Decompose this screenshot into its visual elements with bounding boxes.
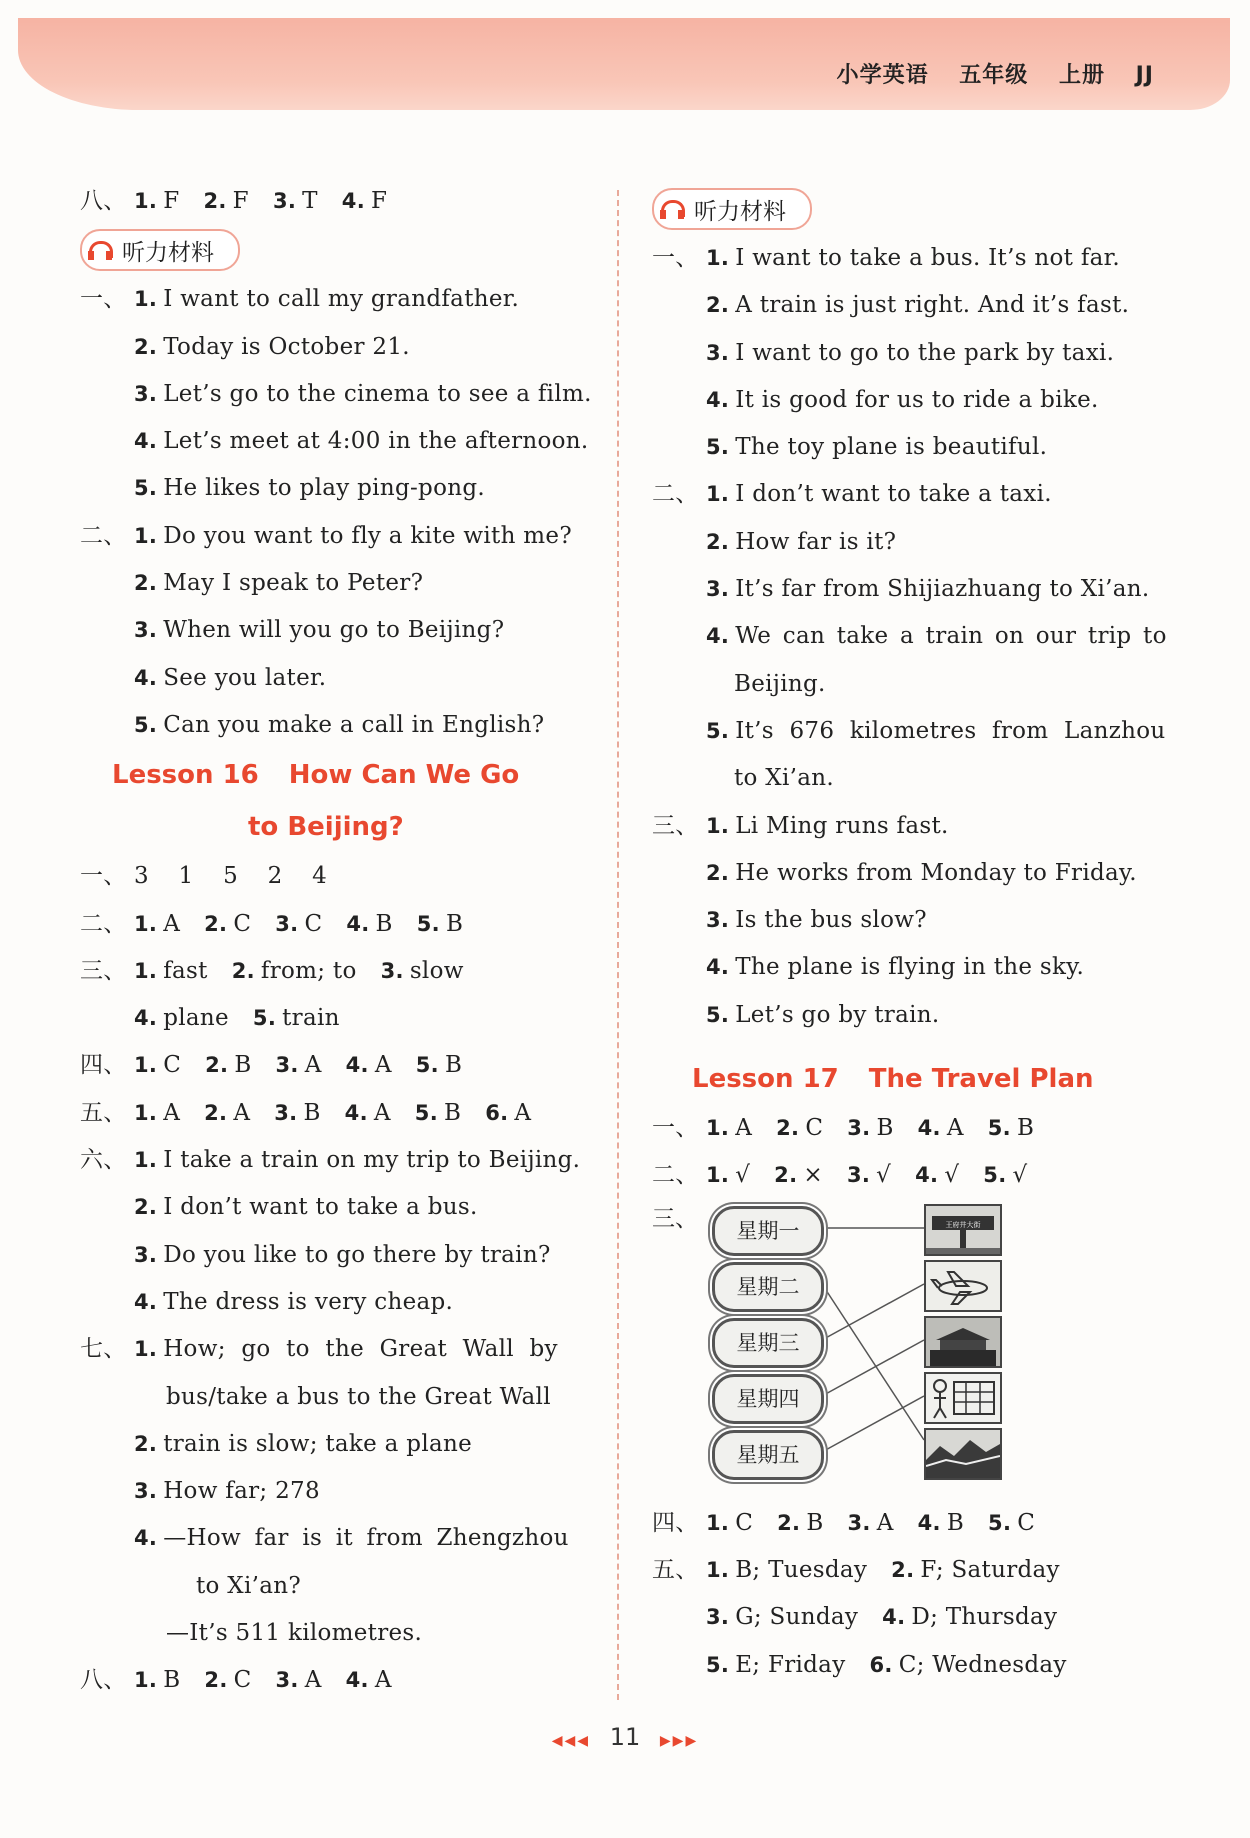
list-item: 2. How far is it? — [706, 528, 897, 555]
listening-material-badge: 听力材料 — [80, 229, 240, 271]
day-pill-friday: 星期五 — [712, 1430, 824, 1480]
list-item: 2. A train is just right. And it’s fast. — [706, 292, 1130, 319]
list-item: 5. He likes to play ping-pong. — [134, 475, 485, 502]
answer-row: 一、 1. A 2. C 3. B 4. A 5. B — [652, 1115, 1035, 1142]
lesson-17-title: Lesson 17 The Travel Plan — [692, 1064, 1094, 1095]
prev-arrows-icon: ◀◀◀ — [551, 1733, 591, 1749]
list-item: 3. Is the bus slow? — [706, 907, 927, 934]
list-item: 一、 1. I want to call my grandfather. — [80, 286, 520, 313]
header-grade: 五年级 — [959, 63, 1029, 88]
list-item: 4. The plane is flying in the sky. — [706, 954, 1085, 981]
next-arrows-icon: ▶▶▶ — [659, 1733, 699, 1749]
right-column — [652, 184, 1167, 1689]
list-item: 5. It’s 676 kilometres from Lanzhou — [706, 717, 1166, 744]
answer-row: 二、 1. A 2. C 3. C 4. B 5. B — [80, 910, 464, 937]
shop-picture — [924, 1372, 1002, 1424]
list-item: 4. It is good for us to ride a bike. — [706, 386, 1099, 413]
answer-row: 4. plane 5. train — [134, 1005, 340, 1032]
list-item-cont: to Xi’an? — [196, 1572, 301, 1599]
list-item: 4. See you later. — [134, 664, 327, 691]
list-item: 六、 1. I take a train on my trip to Beijing. — [80, 1147, 581, 1174]
bookstore-picture — [924, 1204, 1002, 1256]
list-item-cont: Beijing. — [734, 670, 826, 697]
great-wall-icon — [926, 1430, 1000, 1478]
shop-icon — [926, 1374, 1000, 1422]
list-item: 二、 1. I don’t want to take a taxi. — [652, 481, 1052, 508]
answer-row: 三、 1. fast 2. from; to 3. slow — [80, 957, 464, 984]
plane-icon — [926, 1262, 1000, 1310]
list-item-cont: bus/take a bus to the Great Wall — [166, 1383, 551, 1410]
great-wall-picture — [924, 1428, 1002, 1480]
listening-material-badge: 听力材料 — [652, 188, 812, 230]
list-item-cont: to Xi’an. — [734, 765, 834, 792]
list-item: 2. train is slow; take a plane — [134, 1430, 473, 1457]
list-item: 2. I don’t want to take a bus. — [134, 1194, 478, 1221]
answer-row: 3. G; Sunday 4. D; Thursday — [706, 1604, 1058, 1631]
list-item: 5. The toy plane is beautiful. — [706, 434, 1048, 461]
list-item: 2. May I speak to Peter? — [134, 570, 424, 597]
tiananmen-picture — [924, 1316, 1002, 1368]
header-edition: JJ — [1135, 63, 1154, 88]
lesson-16-title-cont: to Beijing? — [248, 812, 404, 843]
day-pill-monday: 星期一 — [712, 1206, 824, 1256]
tiananmen-icon — [926, 1318, 1000, 1366]
list-item: 4. The dress is very cheap. — [134, 1288, 454, 1315]
list-item: 4. We can take a train on our trip to — [706, 623, 1167, 650]
list-item: 5. Let’s go by train. — [706, 1001, 940, 1028]
header-term: 上册 — [1058, 63, 1105, 88]
day-pill-wednesday: 星期三 — [712, 1318, 824, 1368]
list-item: 3. How far; 278 — [134, 1478, 320, 1505]
list-item: 3. It’s far from Shijiazhuang to Xi’an. — [706, 576, 1150, 603]
answer-row: 一、 3 1 5 2 4 — [80, 863, 328, 890]
header-text — [815, 58, 1154, 89]
svg-text:王府井大街: 王府井大街 — [945, 1220, 981, 1229]
list-item: 3. When will you go to Beijing? — [134, 617, 505, 644]
list-item: 3. Let’s go to the cinema to see a film. — [134, 380, 592, 407]
page-footer — [0, 1723, 1250, 1751]
page-number: 11 — [609, 1723, 641, 1751]
list-item: 2. He works from Monday to Friday. — [706, 859, 1137, 886]
headphones-icon — [660, 198, 682, 220]
day-pill-thursday: 星期四 — [712, 1374, 824, 1424]
answer-row: 八、 1. F 2. F 3. T 4. F — [80, 188, 388, 214]
answer-row: 五、 1. A 2. A 3. B 4. A 5. B 6. A — [80, 1099, 532, 1126]
list-item-cont: —It’s 511 kilometres. — [166, 1620, 423, 1647]
plane-picture — [924, 1260, 1002, 1312]
list-item: 4. Let’s meet at 4:00 in the afternoon. — [134, 428, 589, 455]
answer-row: 四、 1. C 2. B 3. A 4. A 5. B — [80, 1052, 463, 1079]
answer-row: 四、 1. C 2. B 3. A 4. B 5. C — [652, 1509, 1036, 1536]
matching-exercise: 三、 星期一 星期二 星期三 星期四 星期五 王府井大街 — [652, 1204, 1162, 1494]
header-subject: 小学英语 — [836, 63, 929, 88]
list-item: 2. Today is October 21. — [134, 333, 410, 360]
list-item: 5. Can you make a call in English? — [134, 711, 545, 738]
list-item: 七、 1. How; go to the Great Wall by — [80, 1336, 558, 1363]
left-column — [80, 178, 600, 1705]
lesson-16-title: Lesson 16 How Can We Go — [112, 760, 520, 791]
answer-row: 5. E; Friday 6. C; Wednesday — [706, 1651, 1067, 1678]
list-item: 三、 1. Li Ming runs fast. — [652, 812, 949, 839]
day-pill-tuesday: 星期二 — [712, 1262, 824, 1312]
headphones-icon — [88, 239, 110, 261]
answer-row: 八、 1. B 2. C 3. A 4. A — [80, 1667, 392, 1694]
answer-row: 二、 1. √ 2. × 3. √ 4. √ 5. √ — [652, 1162, 1028, 1189]
list-item: 二、 1. Do you want to fly a kite with me? — [80, 522, 572, 549]
bookstore-icon — [926, 1206, 1000, 1254]
column-divider — [617, 190, 619, 1700]
answer-row: 五、 1. B; Tuesday 2. F; Saturday — [652, 1556, 1060, 1583]
list-item: 4. —How far is it from Zhengzhou — [134, 1525, 569, 1552]
list-item: 一、 1. I want to take a bus. It’s not far. — [652, 245, 1121, 271]
list-item: 3. I want to go to the park by taxi. — [706, 339, 1115, 366]
list-item: 3. Do you like to go there by train? — [134, 1241, 551, 1268]
